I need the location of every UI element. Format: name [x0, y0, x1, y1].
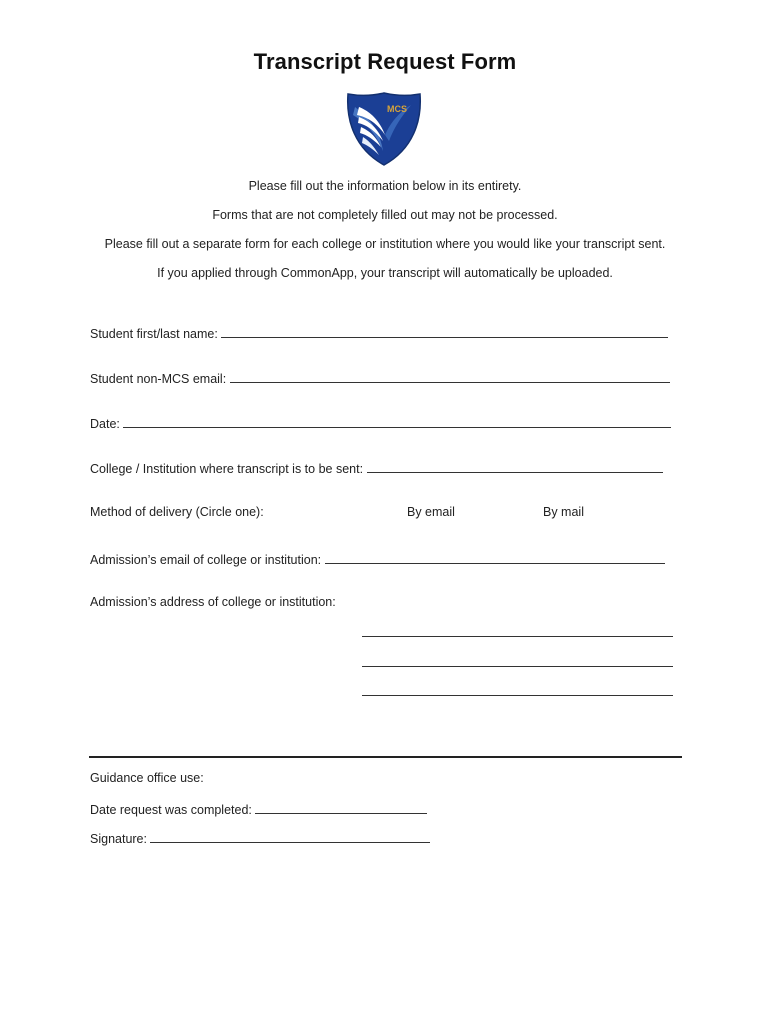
mcs-shield-logo — [345, 91, 423, 167]
student-name-blank[interactable] — [221, 324, 668, 338]
address-line-1[interactable] — [362, 636, 673, 637]
intro-line-1: Please fill out the information below in its entirety. — [248, 179, 522, 193]
date-completed-label: Date request was completed: — [90, 803, 252, 817]
admission-email-blank[interactable] — [325, 550, 665, 564]
college-blank[interactable] — [367, 459, 663, 473]
date-label: Date: — [90, 417, 120, 431]
college-row — [90, 459, 663, 476]
guidance-heading: Guidance office use: — [90, 771, 204, 785]
delivery-label: Method of delivery (Circle one): — [90, 505, 264, 519]
date-row — [90, 414, 671, 431]
student-name-row — [90, 324, 668, 341]
page-title: Transcript Request Form — [253, 49, 517, 74]
delivery-option-mail[interactable]: By mail — [543, 505, 584, 519]
student-email-blank[interactable] — [230, 369, 670, 383]
logo-text: MCS — [387, 104, 407, 114]
admission-address-label: Admission’s address of college or institution: — [90, 595, 336, 609]
student-name-label: Student first/last name: — [90, 327, 218, 341]
signature-label: Signature: — [90, 832, 147, 846]
admission-email-row — [90, 550, 665, 567]
date-completed-blank[interactable] — [255, 800, 427, 814]
date-blank[interactable] — [123, 414, 671, 428]
date-completed-row — [90, 800, 427, 817]
intro-line-2: Forms that are not completely filled out may not be processed. — [212, 208, 558, 222]
student-email-label: Student non-MCS email: — [90, 372, 227, 386]
intro-line-4: If you applied through CommonApp, your transcript will automatically be uploaded. — [157, 266, 613, 280]
admission-email-label: Admission’s email of college or institution: — [90, 553, 322, 567]
intro-line-3: Please fill out a separate form for each college or institution where you would like your transcript sent. — [104, 237, 666, 251]
address-line-3[interactable] — [362, 695, 673, 696]
signature-row — [90, 829, 430, 846]
delivery-option-email[interactable]: By email — [407, 505, 455, 519]
student-email-row — [90, 369, 670, 386]
section-divider — [89, 756, 682, 758]
signature-blank[interactable] — [150, 829, 430, 843]
address-line-2[interactable] — [362, 666, 673, 667]
college-label: College / Institution where transcript is to be sent: — [90, 462, 364, 476]
